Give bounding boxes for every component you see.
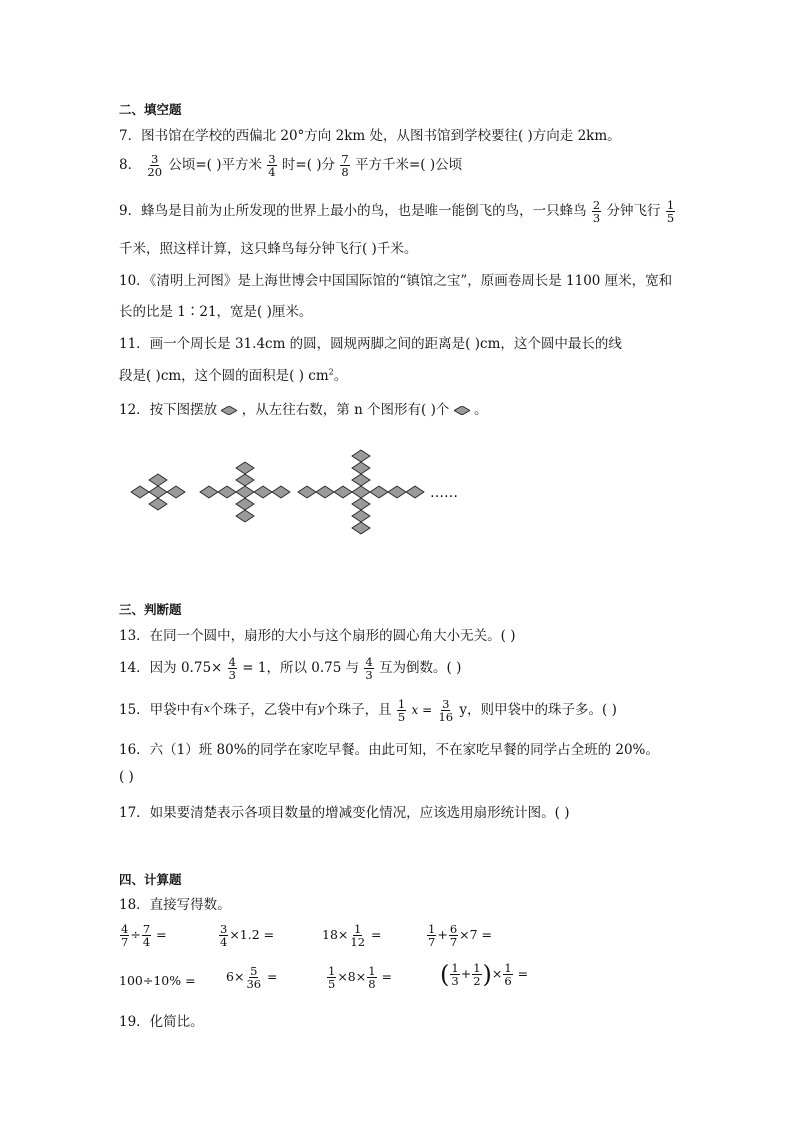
pattern-ellipsis: ……: [430, 485, 458, 501]
calc-item-6: 6× $\frac{5}{36}$ =: [226, 964, 278, 992]
section-title-fill: 二、填空题: [119, 102, 182, 117]
calc-item-3: 18× $\frac{1}{12}$ =: [322, 922, 382, 950]
question-16-line-1: 16．六（1）班 80%的同学在家吃早餐。由此可知，不在家吃早餐的同学占全班的 20%。: [119, 742, 659, 758]
question-13: 13．在同一个圆中，扇形的大小与这个扇形的圆心角大小无关。( ): [119, 628, 516, 644]
q8-fraction-3: $\frac{7}{8}$: [341, 152, 349, 180]
question-19-title: 19．化简比。: [119, 1014, 204, 1030]
q9-fraction-distance: $\frac{1}{5}$: [666, 198, 675, 226]
question-16-line-2: ( ): [119, 769, 134, 785]
q8-part-2: 时=( )分: [281, 157, 336, 174]
question-18-title: 18．直接写得数。: [119, 897, 231, 913]
question-9-line-2: 千米，照这样计算，这只蜂鸟每分钟飞行( )千米。: [119, 241, 418, 257]
q8-number: 8．: [119, 157, 142, 174]
q8-part-3: 平方千米=( )公顷: [354, 157, 463, 174]
calc-item-2: $\frac{3}{4}$ ×1.2 =: [220, 922, 275, 950]
calc-item-7: $\frac{1}{5}$ ×8× $\frac{1}{8}$ =: [328, 964, 393, 992]
question-11-line-2: 段是( )cm，这个圆的面积是( ) $cm^2$。: [119, 367, 348, 384]
rhombus-icon: [221, 406, 237, 415]
question-14: 14．因为 0.75× $\frac{4}{3}$ = 1，所以 0.75 与 $\frac{4}{3}$ 互为倒数。( ): [119, 655, 462, 683]
question-15: 15．甲袋中有x个珠子，乙袋中有y个珠子，且 $\frac{1}{5}$ x = $\frac{3}{16}$ y，则甲袋中的珠子多。( ): [119, 697, 617, 725]
q9-fraction-time: $\frac{2}{3}$: [592, 198, 601, 226]
q8-part-1: 公顷=( )平方米: [168, 157, 262, 174]
question-10-line-1: 10．《清明上河图》是上海世博会中国国际馆的“镇馆之宝”，原画卷周长是 1100 厘米，宽和: [119, 273, 673, 289]
calc-item-4: $\frac{1}{7}$ + $\frac{6}{7}$ ×7 =: [428, 922, 493, 950]
q14-fraction-b: $\frac{4}{3}$: [365, 655, 373, 683]
q14-fraction-a: $\frac{4}{3}$: [228, 655, 236, 683]
pattern-figure-2: [200, 462, 290, 522]
question-11-line-1: 11．画一个周长是 31.4cm 的圆，圆规两脚之间的距离是( )cm，这个圆中最长的线: [119, 336, 622, 352]
calc-item-5: 100÷10% =: [119, 973, 196, 988]
question-12: 12．按下图摆放 ，从左往右数，第 n 个图形有( )个 。: [119, 402, 488, 418]
question-9-line-1: 9．蜂鸟是目前为止所发现的世界上最小的鸟，也是唯一能倒飞的鸟，一只蜂鸟 $\frac{2}{3}$ 分钟飞行 $\frac{1}{5}$: [119, 198, 675, 226]
q8-fraction-1: $\frac{3}{20}$: [147, 152, 163, 180]
section-title-calc: 四、计算题: [119, 872, 182, 887]
pattern-figure-3: [298, 450, 424, 534]
rhombus-icon: [454, 406, 470, 415]
question-10-line-2: 长的比是 1∶21，宽是( )厘米。: [119, 304, 313, 320]
q8-fraction-2: $\frac{3}{4}$: [268, 152, 276, 180]
question-17: 17．如果要清楚表示各项目数量的增减变化情况，应该选用扇形统计图。( ): [119, 805, 570, 821]
section-title-judge: 三、判断题: [119, 602, 182, 617]
q15-fraction-2: $\frac{3}{16}$: [438, 697, 454, 725]
question-7: 7．图书馆在学校的西偏北 20°方向 2km 处，从图书馆到学校要往( )方向走 2km。: [119, 128, 621, 144]
q15-fraction-1: $\frac{1}{5}$: [397, 697, 406, 725]
calc-item-8: ( $\frac{1}{3}$ + $\frac{1}{2}$ )× $\frac{1}{6}$ =: [440, 960, 529, 989]
rhombus-pattern-figure: [128, 444, 498, 560]
calc-item-1: $\frac{4}{7}$ ÷ $\frac{7}{4}$ =: [121, 922, 167, 950]
pattern-figure-1: [131, 474, 185, 510]
question-8: [119, 153, 462, 178]
